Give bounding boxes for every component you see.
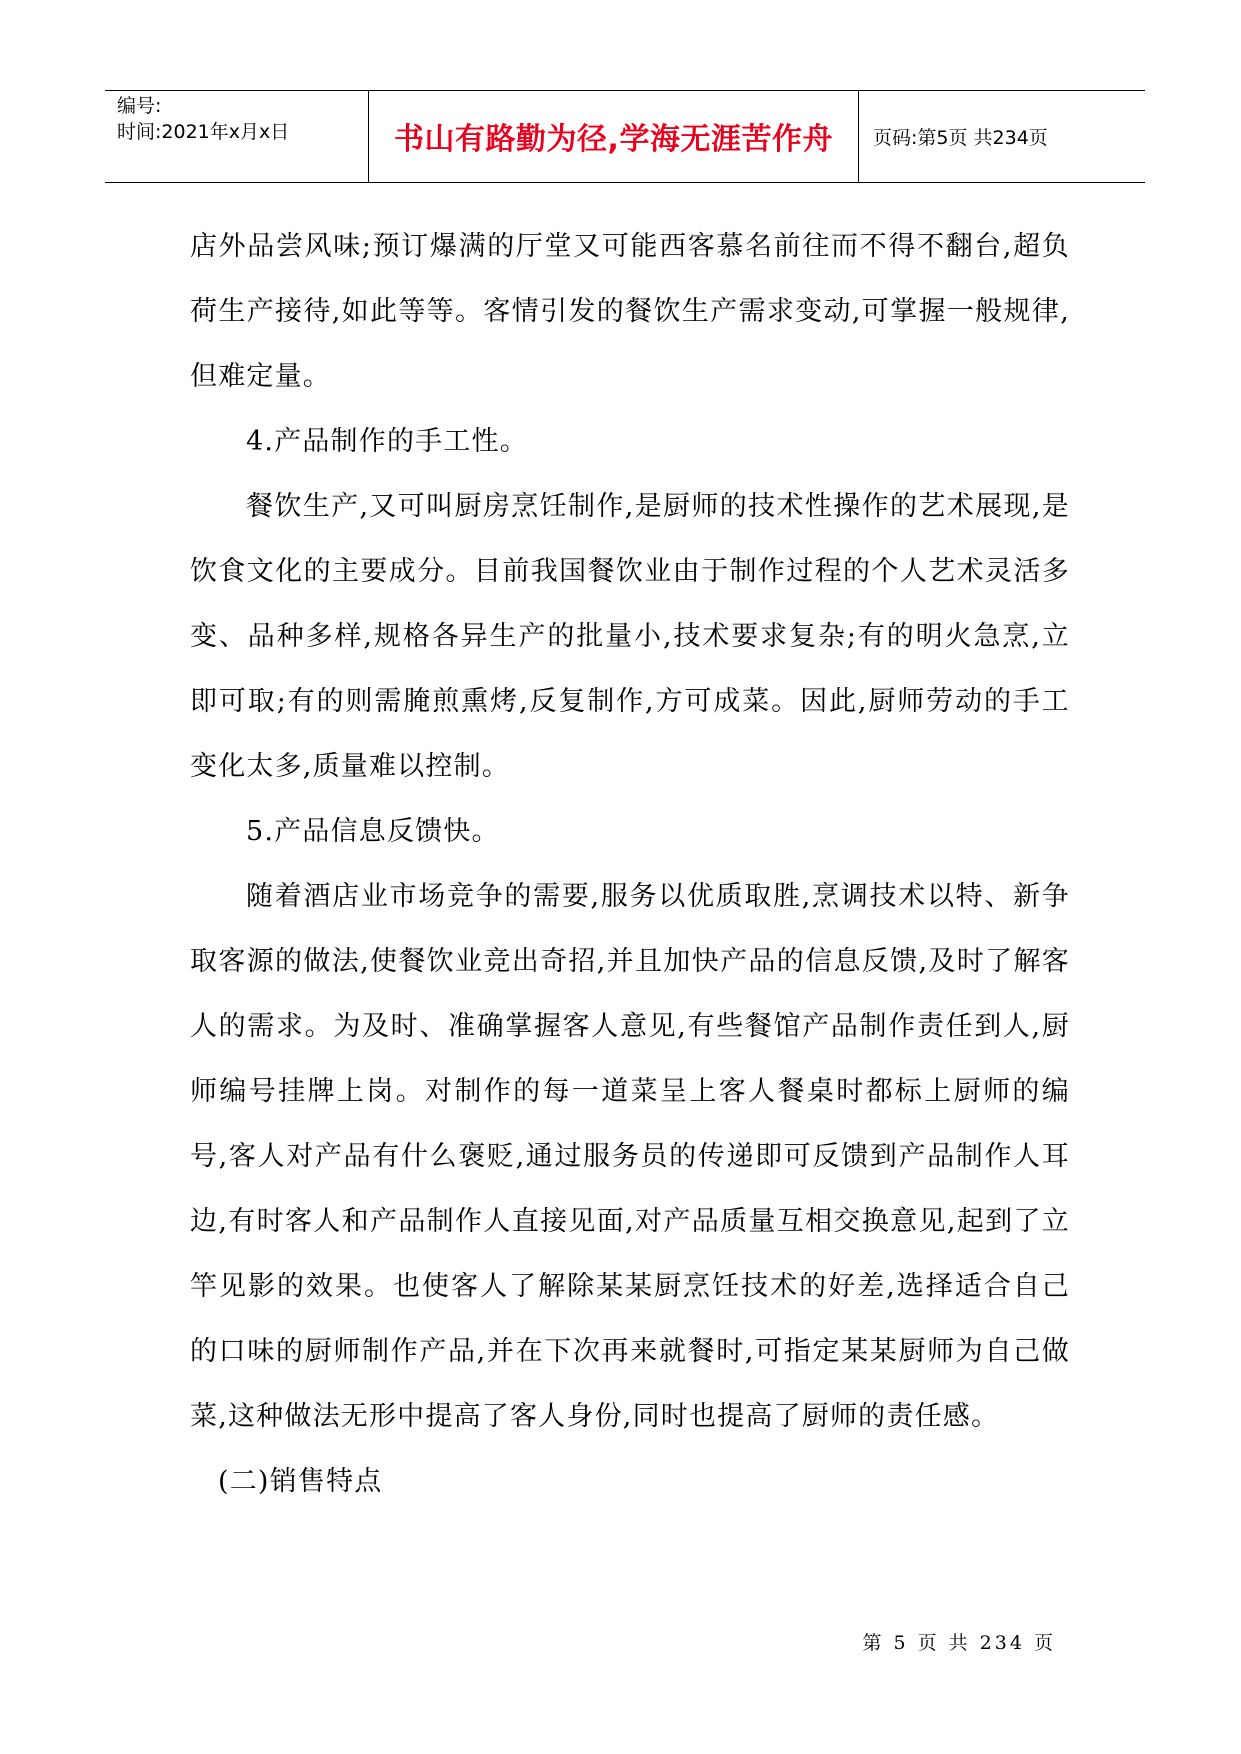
section-heading-5: 5.产品信息反馈快。	[246, 816, 500, 847]
header-motto: 书山有路勤为径,学海无涯苦作舟	[394, 121, 833, 157]
date-label: 时间:2021年x月x日	[117, 121, 290, 143]
header-page-info: 页码:第5页 共234页	[873, 127, 1048, 149]
header-motto-cell	[369, 91, 859, 182]
subsection-heading: (二)销售特点	[218, 1466, 383, 1497]
serial-number-label: 编号:	[117, 95, 162, 117]
body-paragraph: 餐饮生产,又可叫厨房烹饪制作,是厨师的技术性操作的艺术展现,是饮食文化的主要成分。目前我国餐饮业由于制作过程的个人艺术灵活多变、品种多样,规格各异生产的批量小,技术要求复杂;有的明火急烹,立即可取;有的则需腌煎熏烤,反复制作,方可成菜。因此,厨师劳动的手工变化太多,质量难以控制。	[190, 491, 1070, 782]
page-header	[105, 90, 1145, 183]
body-paragraph: 店外品尝风味;预订爆满的厅堂又可能西客慕名前往而不得不翻台,超负荷生产接待,如此等等。客情引发的餐饮生产需求变动,可掌握一般规律,但难定量。	[190, 231, 1070, 392]
document-body	[190, 214, 1070, 1514]
footer-page-number: 第 5 页 共 234 页	[862, 1632, 1056, 1654]
page-footer	[0, 1628, 1241, 1655]
section-heading-4: 4.产品制作的手工性。	[246, 426, 528, 457]
header-meta-cell	[105, 91, 369, 182]
body-paragraph: 随着酒店业市场竞争的需要,服务以优质取胜,烹调技术以特、新争取客源的做法,使餐饮业竞出奇招,并且加快产品的信息反馈,及时了解客人的需求。为及时、准确掌握客人意见,有些餐馆产品制作责任到人,厨师编号挂牌上岗。对制作的每一道菜呈上客人餐桌时都标上厨师的编号,客人对产品有什么褒贬,通过服务员的传递即可反馈到产品制作人耳边,有时客人和产品制作人直接见面,对产品质量互相交换意见,起到了立竿见影的效果。也使客人了解除某某厨烹饪技术的好差,选择适合自己的口味的厨师制作产品,并在下次再来就餐时,可指定某某厨师为自己做菜,这种做法无形中提高了客人身份,同时也提高了厨师的责任感。	[190, 881, 1070, 1432]
header-page-cell	[859, 91, 1145, 182]
